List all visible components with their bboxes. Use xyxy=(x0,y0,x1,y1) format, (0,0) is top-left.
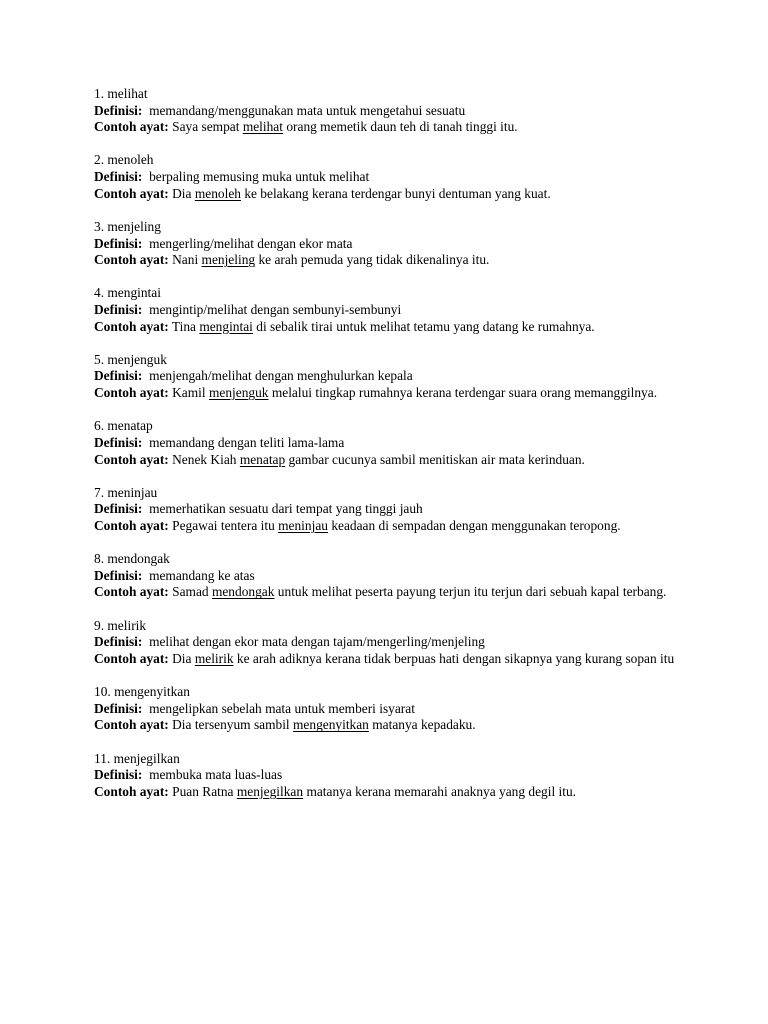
example-label: Contoh ayat: xyxy=(94,185,169,201)
example-text-after: orang memetik daun teh di tanah tinggi itu. xyxy=(286,119,518,135)
example-text-after: ke arah pemuda yang tidak dikenalinya itu. xyxy=(258,252,490,268)
example-text-after: matanya kepadaku. xyxy=(372,717,476,733)
example-text-after: ke arah adiknya kerana tidak berpuas hati dengan sikapnya yang kurang sopan itu xyxy=(236,650,675,666)
entry-3 xyxy=(94,219,684,269)
example-keyword: mendongak xyxy=(211,584,275,600)
definition-label: Definisi: xyxy=(94,102,143,118)
example-text-before: Nani xyxy=(172,252,199,268)
definition-label: Definisi: xyxy=(94,302,143,317)
definition-label: Definisi: xyxy=(94,767,143,783)
definition-line xyxy=(94,169,684,186)
example-text-before: Kamil xyxy=(172,385,206,401)
definition-label: Definisi: xyxy=(94,501,143,517)
example-keyword: menjegilkan xyxy=(236,783,304,799)
definition-line xyxy=(94,435,684,452)
example-label: Contoh ayat: xyxy=(94,783,169,799)
entry-4 xyxy=(94,285,684,335)
example-text-before: Nenek Kiah xyxy=(172,451,237,467)
definition-text: membuka mata luas-luas xyxy=(149,767,283,783)
example-line xyxy=(94,717,684,734)
definition-line xyxy=(94,368,684,385)
definition-text: melihat dengan ekor mata dengan tajam/mengerling/menjeling xyxy=(149,634,485,650)
example-text-after: melalui tingkap rumahnya kerana terdengar suara orang memanggilnya. xyxy=(271,385,658,401)
example-keyword: mengintai xyxy=(199,318,253,334)
example-keyword: menjeling xyxy=(201,252,256,268)
example-line xyxy=(94,452,684,469)
example-text-before: Pegawai tentera itu xyxy=(172,518,275,533)
example-label: Contoh ayat: xyxy=(94,318,169,334)
entry-10 xyxy=(94,684,684,734)
definition-line xyxy=(94,103,684,120)
example-label: Contoh ayat: xyxy=(94,650,169,666)
definition-line xyxy=(94,634,684,651)
definition-text: memandang ke atas xyxy=(149,567,255,583)
example-keyword: melihat xyxy=(242,119,283,135)
example-text-after: di sebalik tirai untuk melihat tetamu yang datang ke rumahnya. xyxy=(256,318,595,334)
document-page xyxy=(94,86,684,817)
entry-heading: 2. menoleh xyxy=(94,152,154,168)
entry-heading: 5. menjenguk xyxy=(94,351,167,367)
entry-heading: 11. menjegilkan xyxy=(94,750,180,766)
entry-heading: 10. mengenyitkan xyxy=(94,684,190,700)
definition-line xyxy=(94,501,684,518)
example-label: Contoh ayat: xyxy=(94,451,169,467)
example-keyword: menatap xyxy=(239,451,286,467)
example-line xyxy=(94,119,684,136)
example-line xyxy=(94,186,684,203)
example-text-after: gambar cucunya sambil menitiskan air mata kerinduan. xyxy=(288,451,585,467)
example-text-before: Dia xyxy=(172,185,192,201)
example-text-after: matanya kerana memarahi anaknya yang degil itu. xyxy=(306,783,576,799)
entry-heading: 1. melihat xyxy=(94,86,148,101)
example-line xyxy=(94,651,684,668)
entry-11 xyxy=(94,751,684,801)
example-text-before: Dia xyxy=(172,650,192,666)
example-keyword: menjenguk xyxy=(208,385,269,401)
definition-label: Definisi: xyxy=(94,567,143,583)
definition-line xyxy=(94,568,684,585)
example-text-before: Saya sempat xyxy=(172,119,240,135)
entry-heading: 9. melirik xyxy=(94,617,147,633)
entry-heading: 4. mengintai xyxy=(94,285,161,301)
example-text-after: untuk melihat peserta payung terjun itu terjun dari sebuah kapal terbang. xyxy=(277,584,667,600)
example-line xyxy=(94,784,684,801)
example-line xyxy=(94,252,684,269)
example-text-after: ke belakang kerana terdengar bunyi dentuman yang kuat. xyxy=(244,185,551,201)
definition-label: Definisi: xyxy=(94,368,143,384)
definition-label: Definisi: xyxy=(94,634,143,650)
entry-2 xyxy=(94,152,684,202)
entry-heading: 7. meninjau xyxy=(94,484,158,500)
example-text-before: Dia tersenyum sambil xyxy=(172,717,290,733)
entry-6 xyxy=(94,418,684,468)
definition-line xyxy=(94,701,684,718)
definition-text: memandang dengan teliti lama-lama xyxy=(149,434,345,450)
definition-line xyxy=(94,302,684,319)
example-label: Contoh ayat: xyxy=(94,717,169,733)
example-text-before: Puan Ratna xyxy=(172,783,234,799)
example-text-before: Samad xyxy=(172,584,209,600)
definition-text: mengerling/melihat dengan ekor mata xyxy=(149,235,353,251)
example-line xyxy=(94,319,684,336)
definition-label: Definisi: xyxy=(94,700,143,716)
example-line xyxy=(94,584,684,601)
example-label: Contoh ayat: xyxy=(94,119,169,135)
entry-5 xyxy=(94,352,684,402)
definition-text: memerhatikan sesuatu dari tempat yang tinggi jauh xyxy=(149,501,423,517)
example-keyword: melirik xyxy=(194,650,234,666)
definition-text: mengelipkan sebelah mata untuk memberi isyarat xyxy=(149,700,415,716)
definition-label: Definisi: xyxy=(94,169,143,185)
definition-line xyxy=(94,236,684,253)
definition-label: Definisi: xyxy=(94,434,143,450)
definition-text: mengintip/melihat dengan sembunyi-sembunyi xyxy=(149,302,402,317)
example-keyword: meninjau xyxy=(278,518,328,533)
entry-1 xyxy=(94,86,684,136)
example-line xyxy=(94,518,684,535)
example-text-after: keadaan di sempadan dengan menggunakan teropong. xyxy=(331,518,621,533)
example-line xyxy=(94,385,684,402)
definition-text: berpaling memusing muka untuk melihat xyxy=(149,169,370,185)
definition-text: menjengah/melihat dengan menghulurkan kepala xyxy=(149,368,413,384)
entry-8 xyxy=(94,551,684,601)
example-label: Contoh ayat: xyxy=(94,252,169,268)
example-label: Contoh ayat: xyxy=(94,385,169,401)
example-label: Contoh ayat: xyxy=(94,518,169,533)
example-keyword: menoleh xyxy=(194,185,241,201)
definition-label: Definisi: xyxy=(94,235,143,251)
definition-text: memandang/menggunakan mata untuk mengetahui sesuatu xyxy=(149,102,466,118)
entry-heading: 3. menjeling xyxy=(94,218,161,234)
example-text-before: Tina xyxy=(171,318,196,334)
entry-heading: 8. mendongak xyxy=(94,551,170,567)
entry-7 xyxy=(94,485,684,535)
example-label: Contoh ayat: xyxy=(94,584,169,600)
entry-heading: 6. menatap xyxy=(94,418,153,434)
entry-9 xyxy=(94,618,684,668)
definition-line xyxy=(94,767,684,784)
example-keyword: mengenyitkan xyxy=(293,717,369,733)
